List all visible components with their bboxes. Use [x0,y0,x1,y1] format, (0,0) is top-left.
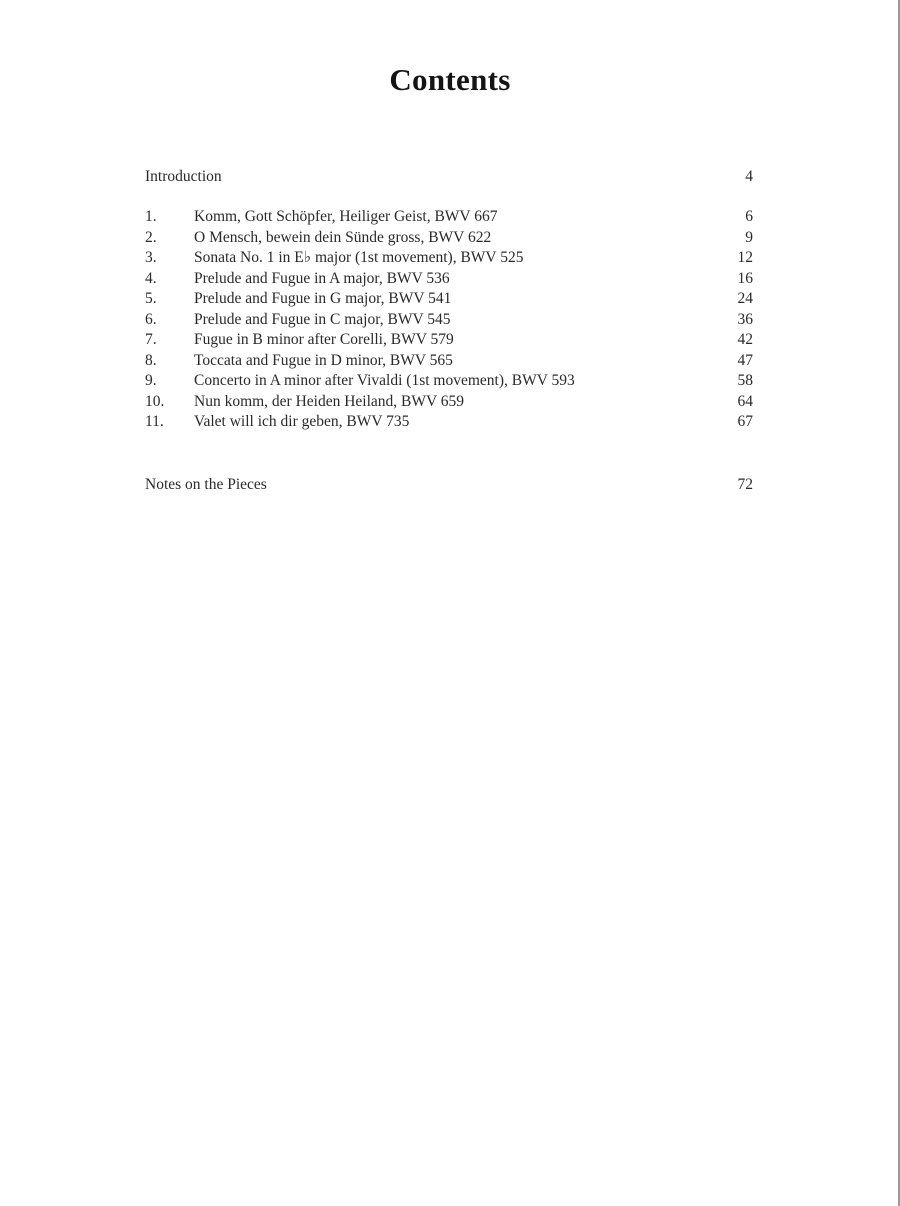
toc-entry-title: O Mensch, bewein dein Sünde gross, BWV 622 [194,228,492,246]
toc-entry-number: 2. [145,228,157,246]
toc-entry-page-number: 58 [737,372,753,389]
toc-entry-title: Prelude and Fugue in C major, BWV 545 [194,310,451,328]
toc-entry-page-number: 67 [737,413,753,430]
toc-entry-page-number: 9 [745,228,753,246]
toc-entry-page-number: 42 [737,331,753,348]
toc-entry-page-number: 6 [745,208,753,225]
toc-entry-page-number: 12 [737,249,753,266]
toc-entry-title: Sonata No. 1 in E♭ major (1st movement), BWV 525 [194,249,524,266]
toc-entry-title: Valet will ich dir geben, BWV 735 [194,413,410,430]
toc-entry-title: Notes on the Pieces [145,476,267,493]
toc-entry-title: Concerto in A minor after Vivaldi (1st movement), BWV 593 [194,372,575,389]
toc-entry-number: 6. [145,310,157,328]
toc-entry-page-number: 72 [737,476,753,493]
toc-entry-number: 9. [145,372,157,389]
toc-entry-title: Prelude and Fugue in A major, BWV 536 [194,269,450,287]
toc-entry-title: Toccata and Fugue in D minor, BWV 565 [194,351,453,369]
toc-entry-title: Prelude and Fugue in G major, BWV 541 [194,290,452,307]
toc-entry-piece[interactable] [145,371,753,392]
toc-entry-page-number: 24 [737,290,753,307]
toc-entry-page-number: 4 [745,168,753,185]
toc-entry-title: Nun komm, der Heiden Heiland, BWV 659 [194,392,465,410]
toc-entry-piece[interactable] [145,228,753,249]
toc-entry-piece[interactable] [145,330,753,351]
toc-entry-page-number: 16 [737,269,753,287]
toc-entry-number: 11. [145,413,164,430]
toc-entry-page-number: 64 [737,392,753,410]
page-title: Contents [389,62,511,97]
toc-entry-number: 5. [145,290,157,307]
toc-entry-introduction[interactable] [145,167,753,188]
toc-entry-number: 3. [145,249,157,266]
toc-entry-number: 10. [145,392,165,410]
toc-entry-piece[interactable] [145,412,753,433]
toc-entry-number: 8. [145,351,157,369]
toc-entry-piece[interactable] [145,207,753,228]
toc-entry-page-number: 47 [737,351,753,369]
toc-entry-page-number: 36 [737,310,753,328]
toc-entry-title: Fugue in B minor after Corelli, BWV 579 [194,331,454,348]
toc-entry-piece[interactable] [145,351,753,372]
toc-entry-title: Komm, Gott Schöpfer, Heiliger Geist, BWV 667 [194,208,498,225]
toc-entry-notes[interactable] [145,475,753,496]
toc-entry-number: 7. [145,331,157,348]
toc-notes-section [145,475,753,496]
toc-entry-piece[interactable] [145,289,753,310]
toc-pieces-list [145,207,753,433]
toc-entry-number: 4. [145,269,157,287]
toc-entry-piece[interactable] [145,310,753,331]
toc-entry-piece[interactable] [145,269,753,290]
toc-entry-piece[interactable] [145,248,753,269]
toc-entry-piece[interactable] [145,392,753,413]
toc-entry-title: Introduction [145,168,222,185]
toc-entry-number: 1. [145,208,157,225]
toc-introduction-section [145,167,753,188]
